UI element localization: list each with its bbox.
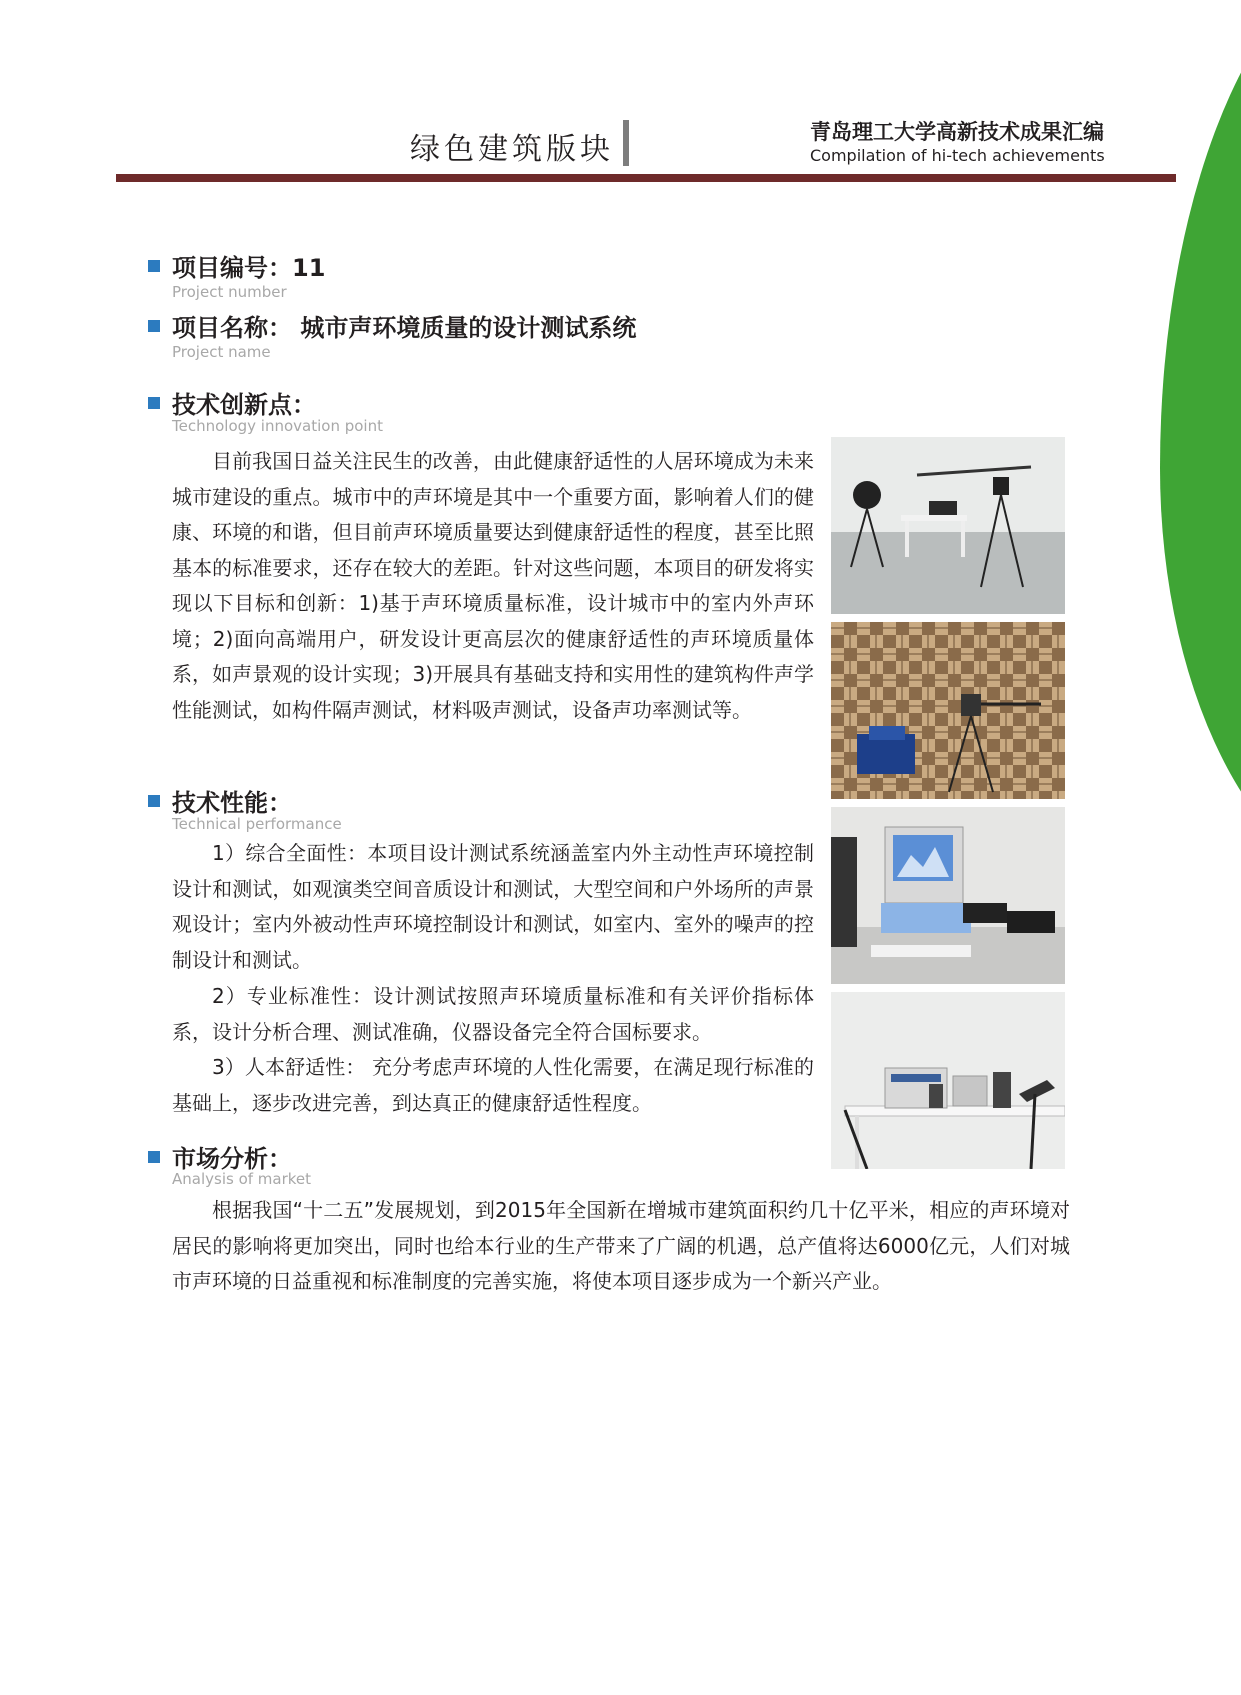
title-divider bbox=[623, 120, 629, 166]
brand-title-cn: 青岛理工大学高新技术成果汇编 bbox=[810, 120, 1104, 144]
project-name-label: 项目名称： 城市声环境质量的设计测试系统 bbox=[172, 314, 637, 342]
brand-title-en: Compilation of hi-tech achievements bbox=[810, 146, 1105, 165]
photo-test-instruments bbox=[831, 807, 1065, 984]
market-subheading: Analysis of market bbox=[172, 1170, 312, 1188]
innovation-subheading: Technology innovation point bbox=[172, 417, 383, 435]
photo-measurement-kit bbox=[831, 992, 1065, 1169]
bullet-icon bbox=[148, 320, 160, 332]
performance-paragraph-1: 1）综合全面性：本项目设计测试系统涵盖室内外主动性声环境控制设计和测试，如观演类空间音质设计和测试，大型空间和户外场所的声景观设计；室内外被动性声环境控制设计和测试，如室内、室外的噪声的控制设计和测试。 bbox=[172, 841, 814, 972]
header-rule bbox=[116, 174, 1176, 182]
bullet-icon bbox=[148, 1151, 160, 1163]
decorative-green-shape bbox=[1160, 0, 1241, 900]
project-number-subheading: Project number bbox=[172, 283, 287, 301]
project-number-label: 项目编号：11 bbox=[172, 254, 326, 282]
section-title: 绿色建筑版块 bbox=[410, 132, 614, 167]
performance-paragraph-3: 3）人本舒适性： 充分考虑声环境的人性化需要，在满足现行标准的基础上，逐步改进完善，到达真正的健康舒适性程度。 bbox=[172, 1055, 814, 1115]
bullet-icon bbox=[148, 795, 160, 807]
performance-subheading: Technical performance bbox=[172, 815, 342, 833]
innovation-paragraph: 目前我国日益关注民生的改善，由此健康舒适性的人居环境成为未来城市建设的重点。城市中的声环境是其中一个重要方面，影响着人们的健康、环境的和谐，但目前声环境质量要达到健康舒适性的程度，甚至比照基本的标准要求，还存在较大的差距。针对这些问题，本项目的研发将实现以下目标和创新：1)基于声环境质量标准，设计城市中的室内外声环境；2)面向高端用户，研发设计更高层次的健康舒适性的声环境质量体系，如声景观的设计实现；3)开展具有基础支持和实用性的建筑构件声学性能测试，如构件隔声测试，材料吸声测试，设备声功率测试等。 bbox=[172, 449, 814, 722]
market-paragraph: 根据我国“十二五”发展规划，到2015年全国新在增城市建筑面积约几十亿平米，相应的声环境对居民的影响将更加突出，同时也给本行业的生产带来了广阔的机遇，总产值将达6000亿元，人们对城市声环境的日益重视和标准制度的完善实施，将使本项目逐步成为一个新兴产业。 bbox=[172, 1198, 1070, 1293]
project-number-heading bbox=[148, 248, 325, 283]
market-label: 市场分析： bbox=[172, 1145, 292, 1173]
market-heading bbox=[148, 1139, 292, 1174]
performance-label: 技术性能： bbox=[172, 789, 292, 817]
bullet-icon bbox=[148, 260, 160, 272]
innovation-label: 技术创新点： bbox=[172, 391, 316, 419]
performance-heading bbox=[148, 783, 292, 818]
project-name-heading bbox=[148, 308, 636, 343]
project-name-subheading: Project name bbox=[172, 343, 271, 361]
bullet-icon bbox=[148, 397, 160, 409]
innovation-heading bbox=[148, 385, 316, 420]
performance-paragraph-2: 2）专业标准性：设计测试按照声环境质量标准和有关评价指标体系，设计分析合理、测试准确，仪器设备完全符合国标要求。 bbox=[172, 984, 814, 1044]
photo-acoustic-test-room bbox=[831, 437, 1065, 614]
photo-anechoic-chamber bbox=[831, 622, 1065, 799]
